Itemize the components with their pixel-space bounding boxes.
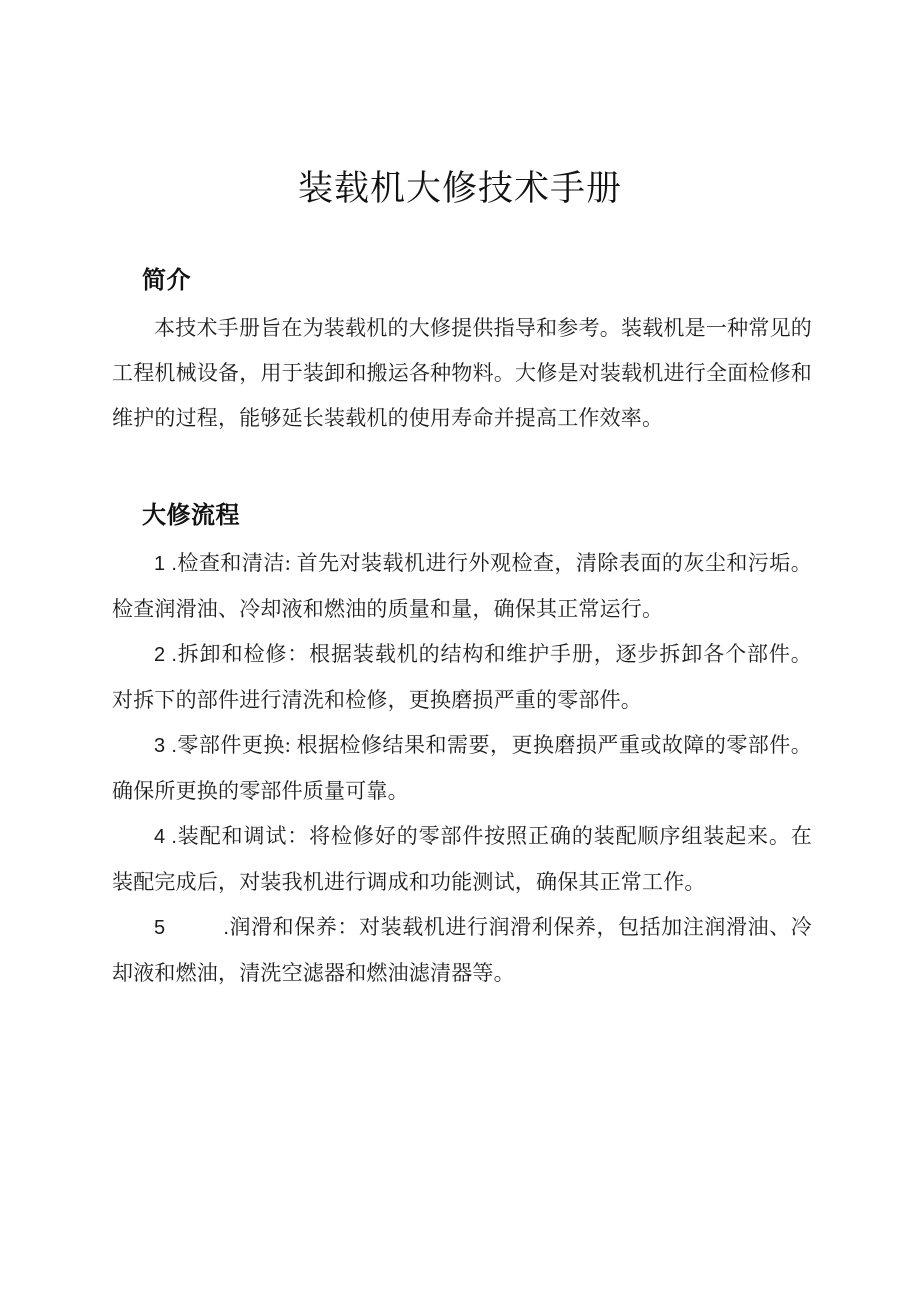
list-item bbox=[112, 814, 812, 905]
list-item-text: 润滑和保养：对装载机进行润滑利保养，包括加注润滑油、冷却液和燃油，清洗空滤器和燃油滤清器等。 bbox=[112, 915, 812, 985]
page-title: 装载机大修技术手册 bbox=[297, 169, 622, 209]
list-item bbox=[112, 723, 812, 814]
introduction-paragraph: 本技术手册旨在为装载机的大修提供指导和参考。装载机是一种常见的工程机械设备，用于装卸和搬运各种物料。大修是对装载机进行全面检修和维护的过程，能够延长装载机的使用寿命并提高工作效率。 bbox=[112, 316, 812, 430]
list-item bbox=[112, 632, 812, 723]
list-item-text: 零部件更换: 根据检修结果和需要，更换磨损严重或故障的零部件。确保所更换的零部件质量可靠。 bbox=[112, 733, 812, 803]
list-item-separator: . bbox=[171, 644, 178, 666]
list-item-number: 2 bbox=[154, 644, 166, 666]
section-overhaul-process bbox=[112, 497, 812, 996]
overhaul-step-list bbox=[112, 541, 812, 996]
section-introduction bbox=[112, 262, 812, 441]
list-item-separator: . bbox=[171, 826, 178, 848]
section-heading-introduction: 简介 bbox=[142, 266, 191, 294]
list-item-text: 拆卸和检修：根据装载机的结构和维护手册，逐步拆卸各个部件。对拆下的部件进行清洗和检修，更换磨损严重的零部件。 bbox=[112, 642, 812, 712]
list-item-text: 装配和调试：将检修好的零部件按照正确的装配顺序组装起来。在装配完成后，对装我机进行调成和功能测试，确保其正常工作。 bbox=[112, 824, 812, 894]
list-item-separator: . bbox=[223, 917, 230, 939]
list-item-text: 检查和清洁: 首先对装载机进行外观检查，清除表面的灰尘和污垢。检查润滑油、冷却液和燃油的质量和量，确保其正常运行。 bbox=[112, 551, 812, 621]
list-item-number: 3 bbox=[154, 735, 166, 757]
list-item-number: 4 bbox=[154, 826, 166, 848]
list-item-number: 1 bbox=[154, 553, 166, 575]
section-heading-overhaul-process: 大修流程 bbox=[142, 501, 240, 529]
document-body bbox=[112, 262, 812, 1002]
list-item-separator: . bbox=[171, 735, 178, 757]
list-item bbox=[112, 905, 812, 996]
list-item-number: 5 bbox=[154, 917, 166, 939]
list-item-separator: . bbox=[171, 553, 178, 575]
list-item bbox=[112, 541, 812, 632]
